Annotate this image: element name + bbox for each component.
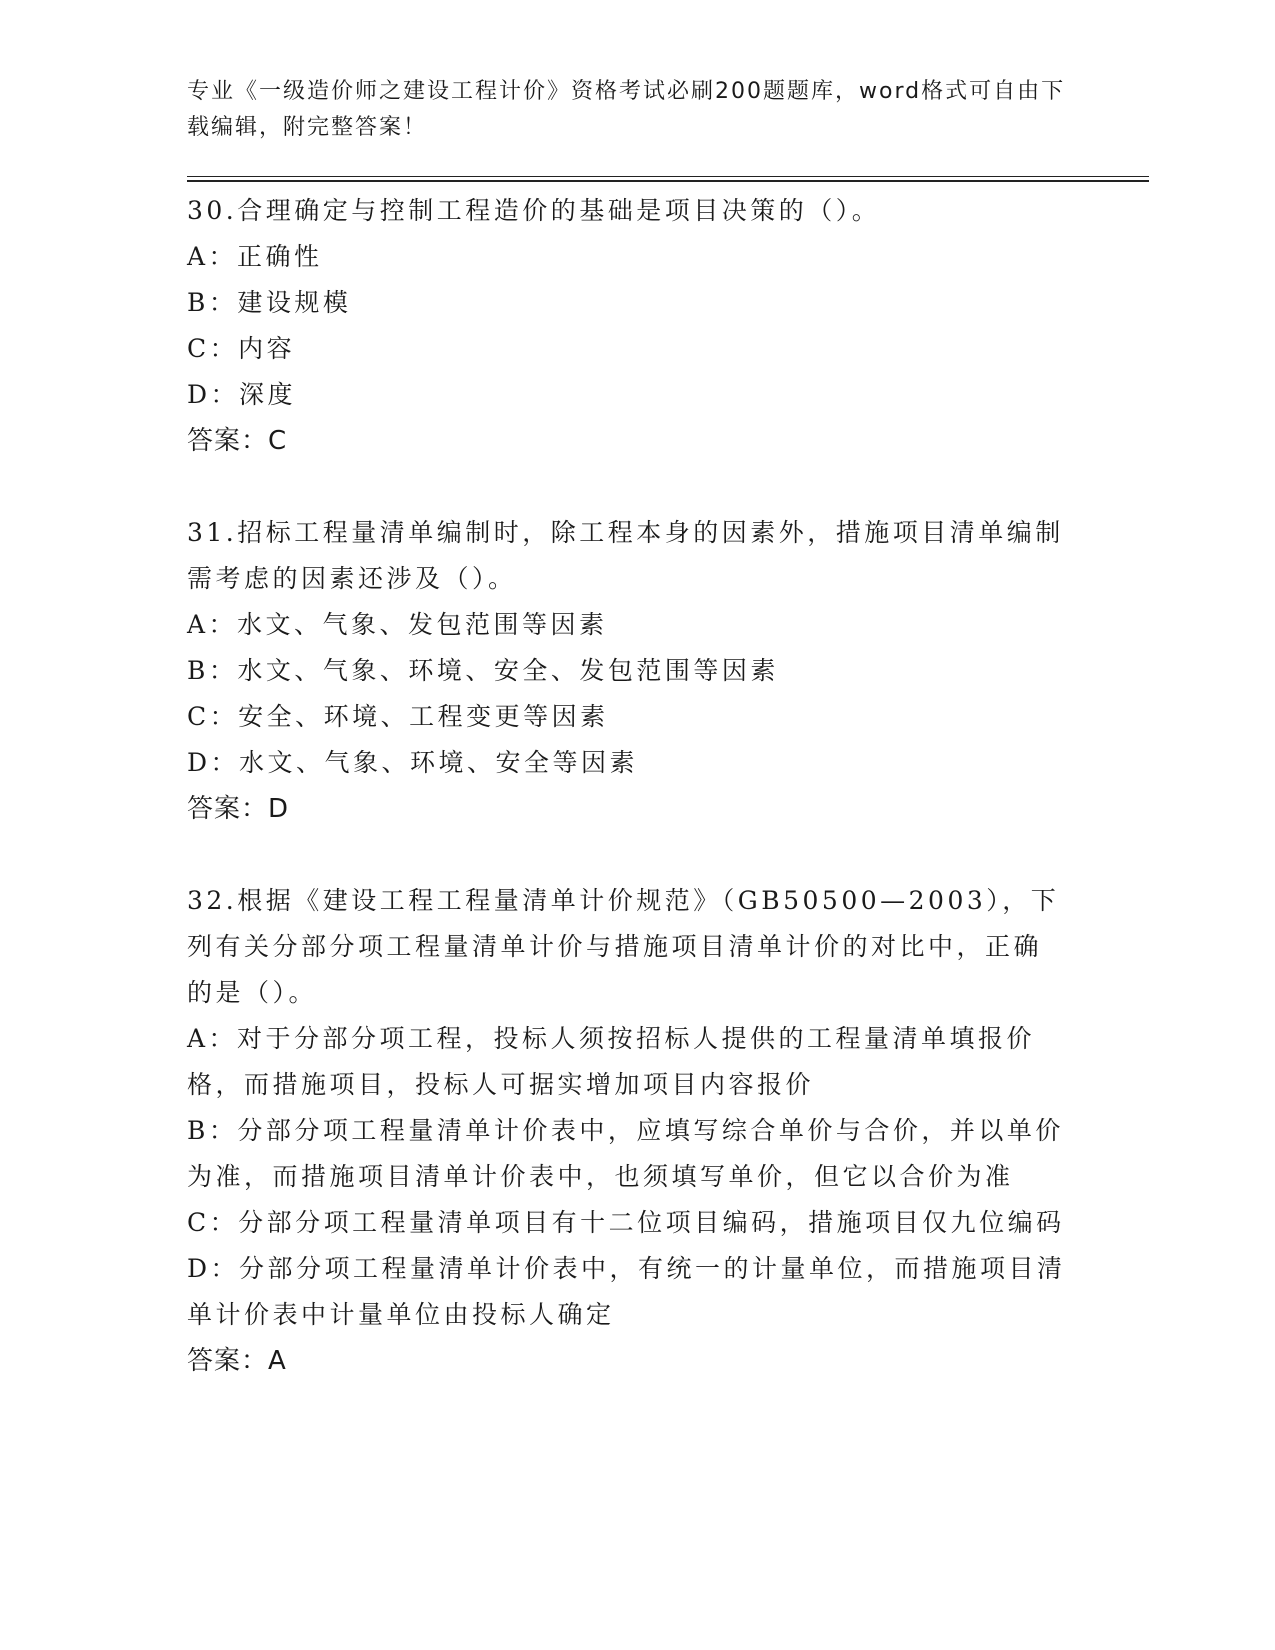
option-d: D：深度 [187, 380, 297, 409]
header-divider-thin [187, 176, 1149, 177]
option-d: D：分部分项工程量清单计价表中，有统一的计量单位，而措施项目清单计价表中计量单位由投标人确定 [187, 1254, 1066, 1329]
question-text: 31.招标工程量清单编制时，除工程本身的因素外，措施项目清单编制需考虑的因素还涉及（）。 [187, 518, 1064, 593]
question-31 [187, 510, 1067, 832]
option-b: B：水文、气象、环境、安全、发包范围等因素 [187, 656, 779, 685]
answer: 答案：D [187, 794, 290, 824]
answer: 答案：C [187, 426, 288, 456]
option-a: A：对于分部分项工程，投标人须按招标人提供的工程量清单填报价格，而措施项目，投标人可据实增加项目内容报价 [187, 1024, 1036, 1099]
question-30 [187, 188, 1067, 464]
option-b: B：建设规模 [187, 288, 352, 317]
option-c: C：内容 [187, 334, 296, 363]
option-a: A：水文、气象、发包范围等因素 [187, 610, 608, 639]
option-c: C：分部分项工程量清单项目有十二位项目编码，措施项目仅九位编码 [187, 1208, 1065, 1237]
question-text: 30.合理确定与控制工程造价的基础是项目决策的（）。 [187, 196, 881, 225]
header-divider-thick [187, 180, 1149, 182]
option-c: C：安全、环境、工程变更等因素 [187, 702, 609, 731]
document-header: 专业《一级造价师之建设工程计价》资格考试必刷200题题库，word格式可自由下载编辑，附完整答案！ [187, 79, 1066, 140]
option-d: D：水文、气象、环境、安全等因素 [187, 748, 639, 777]
question-32 [187, 878, 1067, 1384]
answer: 答案：A [187, 1346, 287, 1376]
option-b: B：分部分项工程量清单计价表中，应填写综合单价与合价，并以单价为准，而措施项目清单计价表中，也须填写单价，但它以合价为准 [187, 1116, 1064, 1191]
option-a: A：正确性 [187, 242, 323, 271]
question-list [187, 188, 1067, 1430]
question-text: 32.根据《建设工程工程量清单计价规范》（GB50500—2003），下列有关分部分项工程量清单计价与措施项目清单计价的对比中，正确的是（）。 [187, 886, 1060, 1007]
